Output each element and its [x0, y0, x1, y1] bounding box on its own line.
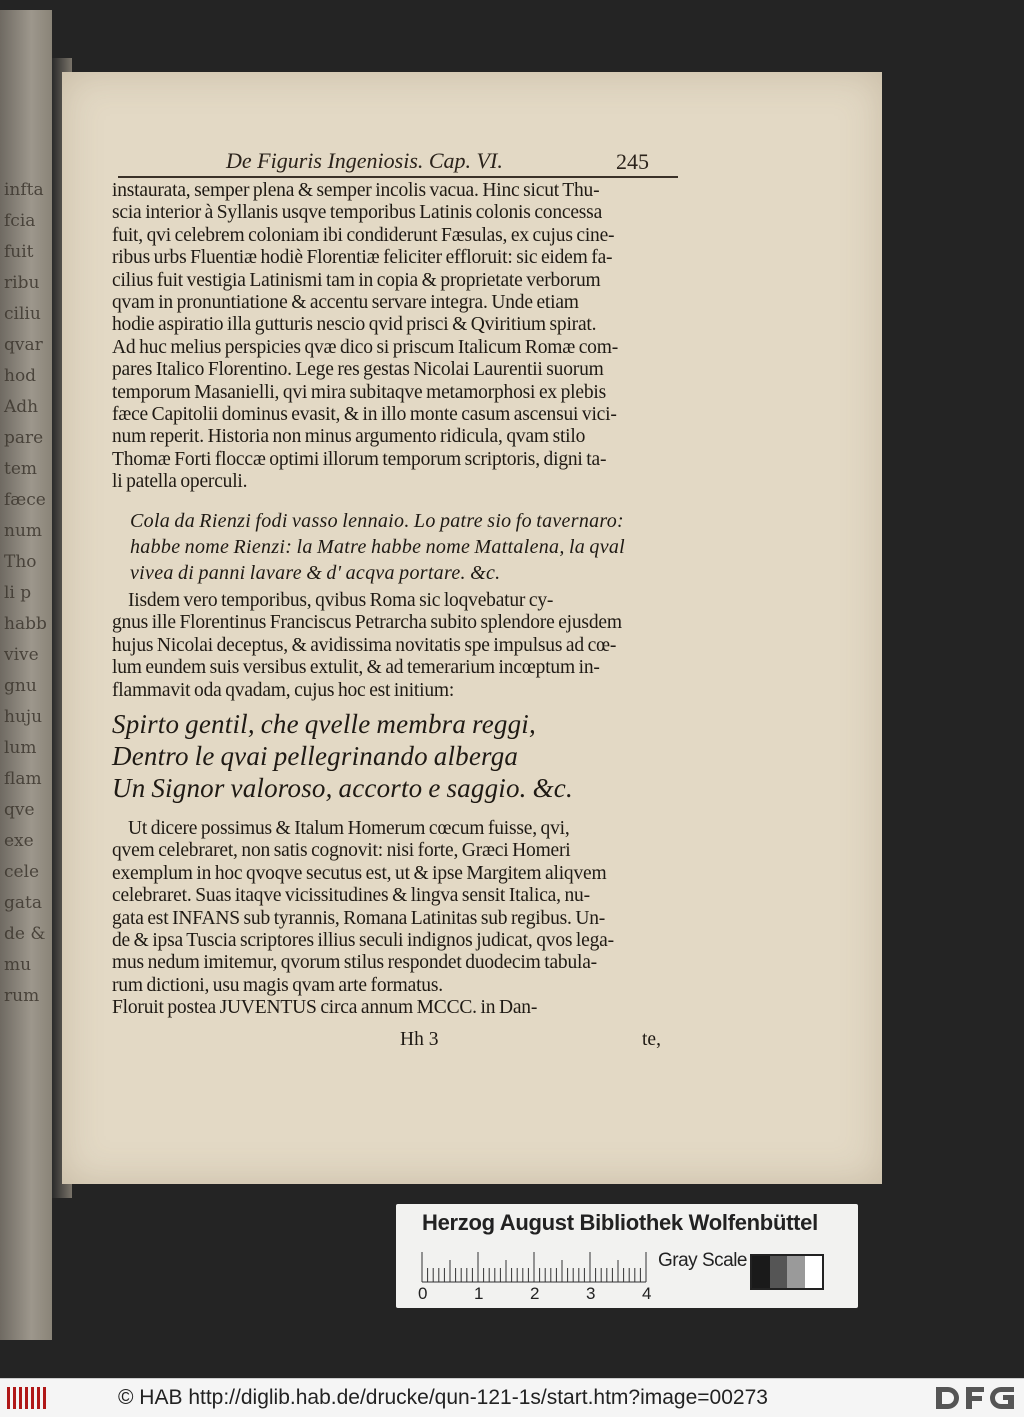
paragraph-3 [112, 818, 680, 1020]
gray-scale-label: Gray Scale [658, 1250, 747, 1271]
gray-swatch [770, 1256, 788, 1288]
adjacent-page-fragment: huju [4, 707, 43, 727]
adjacent-page-fragment: gata [4, 893, 42, 913]
hab-logo-icon [6, 1385, 48, 1411]
text-line: qvem celebraret, non satis cognovit: nisi forte, Græci Homeri [112, 840, 571, 862]
text-line: qvam in pronuntiatione & accentu servare integra. Unde etiam [112, 291, 579, 313]
text-line: pares Italico Florentino. Lege res gestas Nicolai Laurentii suorum [112, 359, 604, 381]
gray-scale-swatches [750, 1254, 824, 1290]
text-line: Spirto gentil, che qvelle membra reggi, [112, 709, 536, 739]
catchword: te, [642, 1029, 661, 1050]
text-line: gnus ille Florentinus Franciscus Petrarcha subito splendore ejusdem [112, 612, 622, 634]
adjacent-page-fragment: vive [4, 645, 39, 665]
text-line: cilius fuit vestigia Latinismi tam in copia & proprietate verborum [112, 269, 601, 291]
signature-mark: Hh 3 [400, 1029, 439, 1050]
footer-copyright-url[interactable]: © HAB http://diglib.hab.de/drucke/qun-121-1s/start.htm?image=00273 [118, 1386, 768, 1409]
text-line: celebraret. Suas itaqve vicissitudines & lingva sensit Italica, nu- [112, 885, 590, 907]
verse-quotation [112, 708, 680, 804]
adjacent-page-fragment: gnu [4, 676, 37, 696]
dfg-logo-icon [934, 1384, 1018, 1412]
text-line: hodie aspiratio illa gutturis nescio qvid prisci & Qviritium spirat. [112, 314, 597, 336]
adjacent-page-fragment: ribu [4, 273, 40, 293]
ruler-number: 4 [642, 1284, 652, 1303]
adjacent-page-fragment: fuit [4, 242, 34, 262]
adjacent-page-fragment: fæce [4, 490, 46, 510]
adjacent-page-fragment: exe [4, 831, 34, 851]
text-line: fuit, qvi celebrem coloniam ibi condiderunt Fæsulas, ex cujus cine- [112, 224, 615, 246]
text-line: scia interior à Syllanis usqve temporibus Latinis colonis concessa [112, 202, 603, 224]
paragraph-1 [112, 180, 680, 493]
text-line: vivea di panni lavare & d' acqva portare. &c. [130, 562, 501, 584]
adjacent-page-fragment: hod [4, 366, 37, 386]
adjacent-page-fragment: cele [4, 862, 40, 882]
ruler-number: 1 [474, 1284, 484, 1303]
text-line: temporum Masanielli, qvi mira subitaqve metamorphosi ex plebis [112, 381, 606, 403]
text-line: Un Signor valoroso, accorto e saggio. &c. [112, 773, 573, 803]
adjacent-page-fragment: de & [4, 924, 46, 944]
adjacent-page-fragment: Tho [4, 552, 37, 572]
footer-bar [0, 1378, 1024, 1417]
text-line: habbe nome Rienzi: la Matre habbe nome Mattalena, la qval [130, 536, 626, 558]
ruler-number: 3 [586, 1284, 596, 1303]
text-line: li patella operculi. [112, 471, 248, 493]
gray-swatch [805, 1256, 823, 1288]
adjacent-page-fragment: habb [4, 614, 47, 634]
text-line: Cola da Rienzi fodi vasso lennaio. Lo patre sio fo tavernaro: [130, 510, 625, 532]
adjacent-page-fragment: mu [4, 955, 32, 975]
ruler-number: 0 [418, 1284, 428, 1303]
text-line: Iisdem vero temporibus, qvibus Roma sic loqvebatur cy- [128, 590, 554, 611]
adjacent-page-fragment: infta [4, 180, 44, 200]
text-line: ribus urbs Fluentiæ hodiè Florentiæ feliciter effloruit: sic eidem fa- [112, 247, 613, 269]
text-line: gata est INFANS sub tyrannis, Romana Latinitas sub regibus. Un- [112, 907, 606, 929]
text-line: de & ipsa Tuscia scriptores illius seculi indignos judicat, qvos lega- [112, 929, 614, 951]
card-title: Herzog August Bibliothek Wolfenbüttel [422, 1210, 818, 1235]
adjacent-page-fragment: rum [4, 986, 40, 1006]
adjacent-page-fragment: qvar [4, 335, 43, 355]
adjacent-page-fragment: lum [4, 738, 37, 758]
text-line: flammavit oda qvadam, cujus hoc est initium: [112, 679, 455, 701]
adjacent-page-fragment: ciliu [4, 304, 41, 324]
adjacent-page-edge [0, 10, 52, 1340]
adjacent-page-fragment: fcia [4, 211, 36, 231]
text-line: Floruit postea JUVENTUS circa annum MCCC. in Dan- [112, 997, 538, 1019]
text-line: Ut dicere possimus & Italum Homerum cœcum fuisse, qvi, [128, 818, 570, 839]
text-line: mus nedum imitemur, qvorum stilus respondet duodecim tabula- [112, 952, 597, 974]
ruler-number: 2 [530, 1284, 540, 1303]
text-line: lum eundem suis versibus extulit, & ad temerarium incœptum in- [112, 657, 600, 679]
ruler-numbers [418, 1284, 658, 1304]
adjacent-page-fragment: qve [4, 800, 35, 820]
adjacent-page-fragment: pare [4, 428, 44, 448]
gray-swatch [787, 1256, 805, 1288]
text-line: fæce Capitolii dominus evasit, & in illo monte casum ascensui vici- [112, 403, 617, 425]
text-line: Thomæ Forti floccæ optimi illorum temporum scriptoris, digni ta- [112, 448, 607, 470]
adjacent-page-fragment: li p [4, 583, 32, 603]
color-calibration-card [396, 1204, 858, 1308]
text-line: rum dictioni, usu magis qvam arte formatus. [112, 974, 443, 996]
running-head: De Figuris Ingeniosis. Cap. VI. [226, 148, 503, 173]
head-rule [118, 176, 678, 178]
ruler-scale [420, 1250, 652, 1284]
gray-swatch [752, 1256, 770, 1288]
paragraph-2 [112, 590, 680, 702]
adjacent-page-fragment: num [4, 521, 43, 541]
text-line: Ad huc melius perspicies qvæ dico si priscum Italicum Romæ com- [112, 336, 618, 358]
text-line: instaurata, semper plena & semper incolis vacua. Hinc sicut Thu- [112, 180, 600, 201]
adjacent-page-fragment: tem [4, 459, 38, 479]
text-line: Dentro le qvai pellegrinando alberga [112, 741, 519, 771]
adjacent-page-fragment: Adh [4, 397, 39, 417]
page-number: 245 [616, 149, 649, 174]
italian-quotation [130, 508, 682, 586]
text-line: exemplum in hoc qvoqve secutus est, ut & ipse Margitem aliqvem [112, 862, 607, 884]
text-line: num reperit. Historia non minus argumento ridicula, qvam stilo [112, 426, 586, 448]
text-line: hujus Nicolai deceptus, & avidissima novitatis spe impulsus ad cœ- [112, 634, 617, 656]
adjacent-page-fragment: flam [4, 769, 42, 789]
